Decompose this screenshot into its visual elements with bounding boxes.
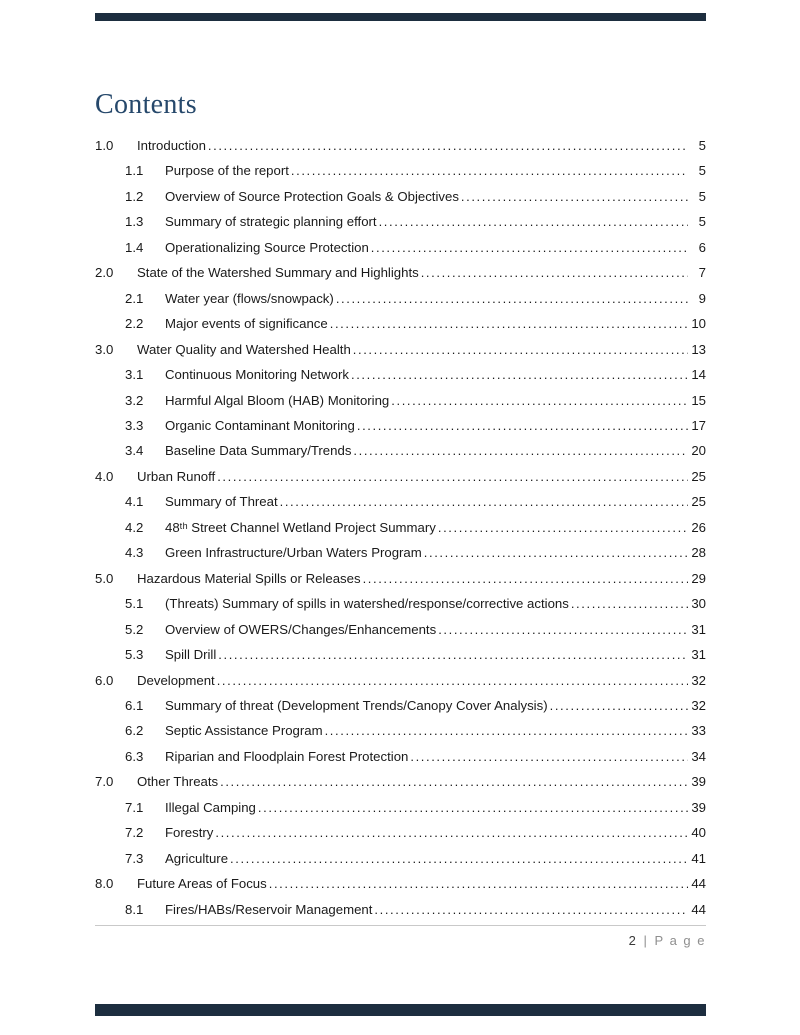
toc-leader-dots [230, 846, 688, 871]
toc-leader-dots [438, 515, 688, 540]
toc-entry-7.1[interactable] [95, 795, 706, 820]
toc-entry-title: Future Areas of Focus [137, 876, 267, 892]
toc-entry-title: Hazardous Material Spills or Releases [137, 570, 361, 586]
toc-entry-title: Harmful Algal Bloom (HAB) Monitoring [165, 392, 390, 408]
toc-entry-page: 34 [691, 748, 706, 764]
toc-leader-dots [325, 718, 688, 743]
toc-entry-page: 5 [698, 214, 706, 230]
toc-entry-title: Summary of Threat [165, 494, 278, 510]
toc-entry-number: 6.3 [125, 748, 144, 764]
toc-entry-6.2[interactable] [95, 718, 706, 743]
toc-entry-title: State of the Watershed Summary and Highlights [137, 265, 419, 281]
toc-entry-title: 48ᵗʰ Street Channel Wetland Project Summary [165, 519, 436, 535]
toc-entry-page: 44 [691, 876, 706, 892]
toc-entry-number: 3.0 [95, 341, 114, 357]
toc-entry-5.3[interactable] [95, 642, 706, 667]
toc-entry-number: 8.0 [95, 876, 114, 892]
toc-leader-dots [424, 540, 688, 565]
toc-entry-6.1[interactable] [95, 693, 706, 718]
toc-entry-page: 31 [691, 647, 706, 663]
toc-entry-number: 7.2 [125, 825, 144, 841]
toc-entry-number: 5.1 [125, 596, 144, 612]
toc-entry-title: Summary of threat (Development Trends/Canopy Cover Analysis) [165, 697, 548, 713]
toc-leader-dots [353, 438, 688, 463]
toc-entry-1.3[interactable] [95, 209, 706, 234]
toc-entry-page: 33 [691, 723, 706, 739]
toc-leader-dots [215, 820, 688, 845]
toc-entry-number: 7.1 [125, 799, 144, 815]
toc-entry-number: 3.1 [125, 367, 144, 383]
footer-page-label: P a g e [654, 933, 706, 949]
toc-entry-number: 6.1 [125, 697, 144, 713]
footer-separator: | [643, 933, 647, 949]
toc-entry-title: Major events of significance [165, 316, 328, 332]
toc-entry-4.2[interactable] [95, 515, 706, 540]
toc-leader-dots [217, 668, 688, 693]
toc-entry-page: 14 [691, 367, 706, 383]
toc-entry-number: 3.2 [125, 392, 144, 408]
toc-leader-dots [357, 413, 688, 438]
toc-entry-page: 10 [691, 316, 706, 332]
toc-leader-dots [220, 769, 688, 794]
toc-entry-number: 4.2 [125, 519, 144, 535]
toc-entry-number: 4.1 [125, 494, 144, 510]
toc-leader-dots [461, 184, 688, 209]
toc-entry-number: 1.2 [125, 188, 144, 204]
toc-entry-number: 2.0 [95, 265, 114, 281]
toc-entry-number: 5.3 [125, 647, 144, 663]
toc-entry-title: Green Infrastructure/Urban Waters Program [165, 545, 422, 561]
toc-entry-page: 32 [691, 697, 706, 713]
toc-entry-number: 1.1 [125, 163, 144, 179]
toc-entry-7.2[interactable] [95, 820, 706, 845]
toc-entry-5.0[interactable] [95, 566, 706, 591]
toc-leader-dots [571, 591, 688, 616]
toc-entry-number: 8.1 [125, 901, 144, 917]
toc-entry-title: Water year (flows/snowpack) [165, 290, 334, 306]
toc-entry-1.4[interactable] [95, 235, 706, 260]
toc-entry-2.0[interactable] [95, 260, 706, 285]
next-page-edge-band [95, 1004, 706, 1016]
toc-entry-number: 3.3 [125, 417, 144, 433]
toc-entry-number: 4.3 [125, 545, 144, 561]
toc-entry-number: 1.0 [95, 138, 114, 153]
toc-entry-1.1[interactable] [95, 158, 706, 183]
toc-entry-number: 1.3 [125, 214, 144, 230]
toc-entry-3.1[interactable] [95, 362, 706, 387]
toc-leader-dots [336, 286, 688, 311]
toc-entry-title: Riparian and Floodplain Forest Protection [165, 748, 409, 764]
toc-entry-page: 25 [691, 468, 706, 484]
toc-entry-5.2[interactable] [95, 617, 706, 642]
toc-leader-dots [280, 489, 688, 514]
toc-leader-dots [371, 235, 688, 260]
toc-entry-page: 39 [691, 774, 706, 790]
toc-entry-number: 3.4 [125, 443, 144, 459]
previous-page-edge-band [95, 13, 706, 21]
toc-entry-title: Purpose of the report [165, 163, 289, 179]
toc-entry-title: Illegal Camping [165, 799, 256, 815]
toc-entry-number: 4.0 [95, 468, 114, 484]
toc-entry-page: 9 [698, 290, 706, 306]
toc-entry-page: 25 [691, 494, 706, 510]
footer-divider [95, 925, 706, 926]
toc-entry-8.1[interactable] [95, 897, 706, 922]
toc-entry-8.0[interactable] [95, 871, 706, 896]
toc-leader-dots [269, 871, 688, 896]
toc-entry-4.0[interactable] [95, 464, 706, 489]
toc-entry-page: 13 [691, 341, 706, 357]
toc-entry-6.3[interactable] [95, 744, 706, 769]
toc-leader-dots [330, 311, 688, 336]
toc-list [95, 133, 706, 922]
toc-entry-title: Organic Contaminant Monitoring [165, 417, 355, 433]
toc-entry-page: 32 [691, 672, 706, 688]
toc-entry-page: 44 [691, 901, 706, 917]
toc-leader-dots [351, 362, 688, 387]
toc-entry-page: 7 [698, 265, 706, 281]
toc-entry-page: 15 [691, 392, 706, 408]
toc-entry-page: 30 [691, 596, 706, 612]
toc-entry-page: 6 [698, 239, 706, 255]
toc-entry-number: 2.2 [125, 316, 144, 332]
toc-entry-title: (Threats) Summary of spills in watershed/response/corrective actions [165, 596, 569, 612]
toc-leader-dots [208, 133, 688, 158]
toc-leader-dots [353, 337, 688, 362]
toc-entry-title: Continuous Monitoring Network [165, 367, 349, 383]
toc-entry-title: Baseline Data Summary/Trends [165, 443, 352, 459]
toc-leader-dots [391, 388, 688, 413]
toc-entry-page: 17 [691, 417, 706, 433]
toc-entry-1.2[interactable] [95, 184, 706, 209]
page-footer [95, 933, 706, 949]
toc-leader-dots [363, 566, 688, 591]
toc-entry-page: 5 [698, 188, 706, 204]
toc-entry-title: Urban Runoff [137, 468, 216, 484]
toc-entry-3.4[interactable] [95, 438, 706, 463]
toc-entry-page: 41 [691, 850, 706, 866]
toc-leader-dots [379, 209, 688, 234]
toc-entry-title: Septic Assistance Program [165, 723, 323, 739]
toc-entry-title: Overview of Source Protection Goals & Objectives [165, 188, 459, 204]
footer-page-number: 2 [628, 933, 636, 949]
toc-leader-dots [421, 260, 688, 285]
toc-entry-7.3[interactable] [95, 846, 706, 871]
contents-heading: Contents [95, 89, 197, 120]
toc-entry-number: 5.2 [125, 621, 144, 637]
toc-entry-number: 7.0 [95, 774, 114, 790]
toc-entry-3.2[interactable] [95, 388, 706, 413]
toc-entry-page: 26 [691, 519, 706, 535]
toc-entry-title: Water Quality and Watershed Health [137, 341, 351, 357]
toc-entry-page: 31 [691, 621, 706, 637]
toc-entry-title: Operationalizing Source Protection [165, 239, 369, 255]
document-page [95, 90, 706, 949]
toc-entry-3.0[interactable] [95, 337, 706, 362]
toc-entry-7.0[interactable] [95, 769, 706, 794]
toc-entry-2.2[interactable] [95, 311, 706, 336]
toc-leader-dots [438, 617, 688, 642]
toc-entry-number: 2.1 [125, 290, 144, 306]
toc-entry-number: 5.0 [95, 570, 114, 586]
toc-leader-dots [291, 158, 688, 183]
toc-leader-dots [217, 464, 688, 489]
toc-entry-title: Introduction [137, 138, 206, 153]
toc-entry-title: Spill Drill [165, 647, 217, 663]
toc-entry-2.1[interactable] [95, 286, 706, 311]
toc-entry-title: Agriculture [165, 850, 229, 866]
toc-leader-dots [550, 693, 688, 718]
toc-entry-title: Forestry [165, 825, 214, 841]
toc-entry-number: 1.4 [125, 239, 144, 255]
toc-entry-page: 28 [691, 545, 706, 561]
toc-leader-dots [410, 744, 688, 769]
toc-entry-6.0[interactable] [95, 668, 706, 693]
toc-leader-dots [258, 795, 688, 820]
toc-leader-dots [374, 897, 688, 922]
toc-entry-page: 5 [698, 138, 706, 153]
toc-entry-page: 20 [691, 443, 706, 459]
toc-entry-title: Summary of strategic planning effort [165, 214, 377, 230]
toc-entry-5.1[interactable] [95, 591, 706, 616]
toc-entry-4.3[interactable] [95, 540, 706, 565]
toc-entry-number: 7.3 [125, 850, 144, 866]
toc-entry-page: 29 [691, 570, 706, 586]
toc-entry-title: Fires/HABs/Reservoir Management [165, 901, 373, 917]
toc-entry-3.3[interactable] [95, 413, 706, 438]
toc-entry-1.0[interactable] [95, 133, 706, 158]
toc-entry-title: Overview of OWERS/Changes/Enhancements [165, 621, 437, 637]
toc-entry-4.1[interactable] [95, 489, 706, 514]
toc-leader-dots [218, 642, 688, 667]
toc-entry-number: 6.0 [95, 672, 114, 688]
toc-entry-title: Other Threats [137, 774, 219, 790]
toc-entry-page: 5 [698, 163, 706, 179]
toc-entry-page: 40 [691, 825, 706, 841]
toc-entry-number: 6.2 [125, 723, 144, 739]
toc-entry-page: 39 [691, 799, 706, 815]
toc-entry-title: Development [137, 672, 215, 688]
